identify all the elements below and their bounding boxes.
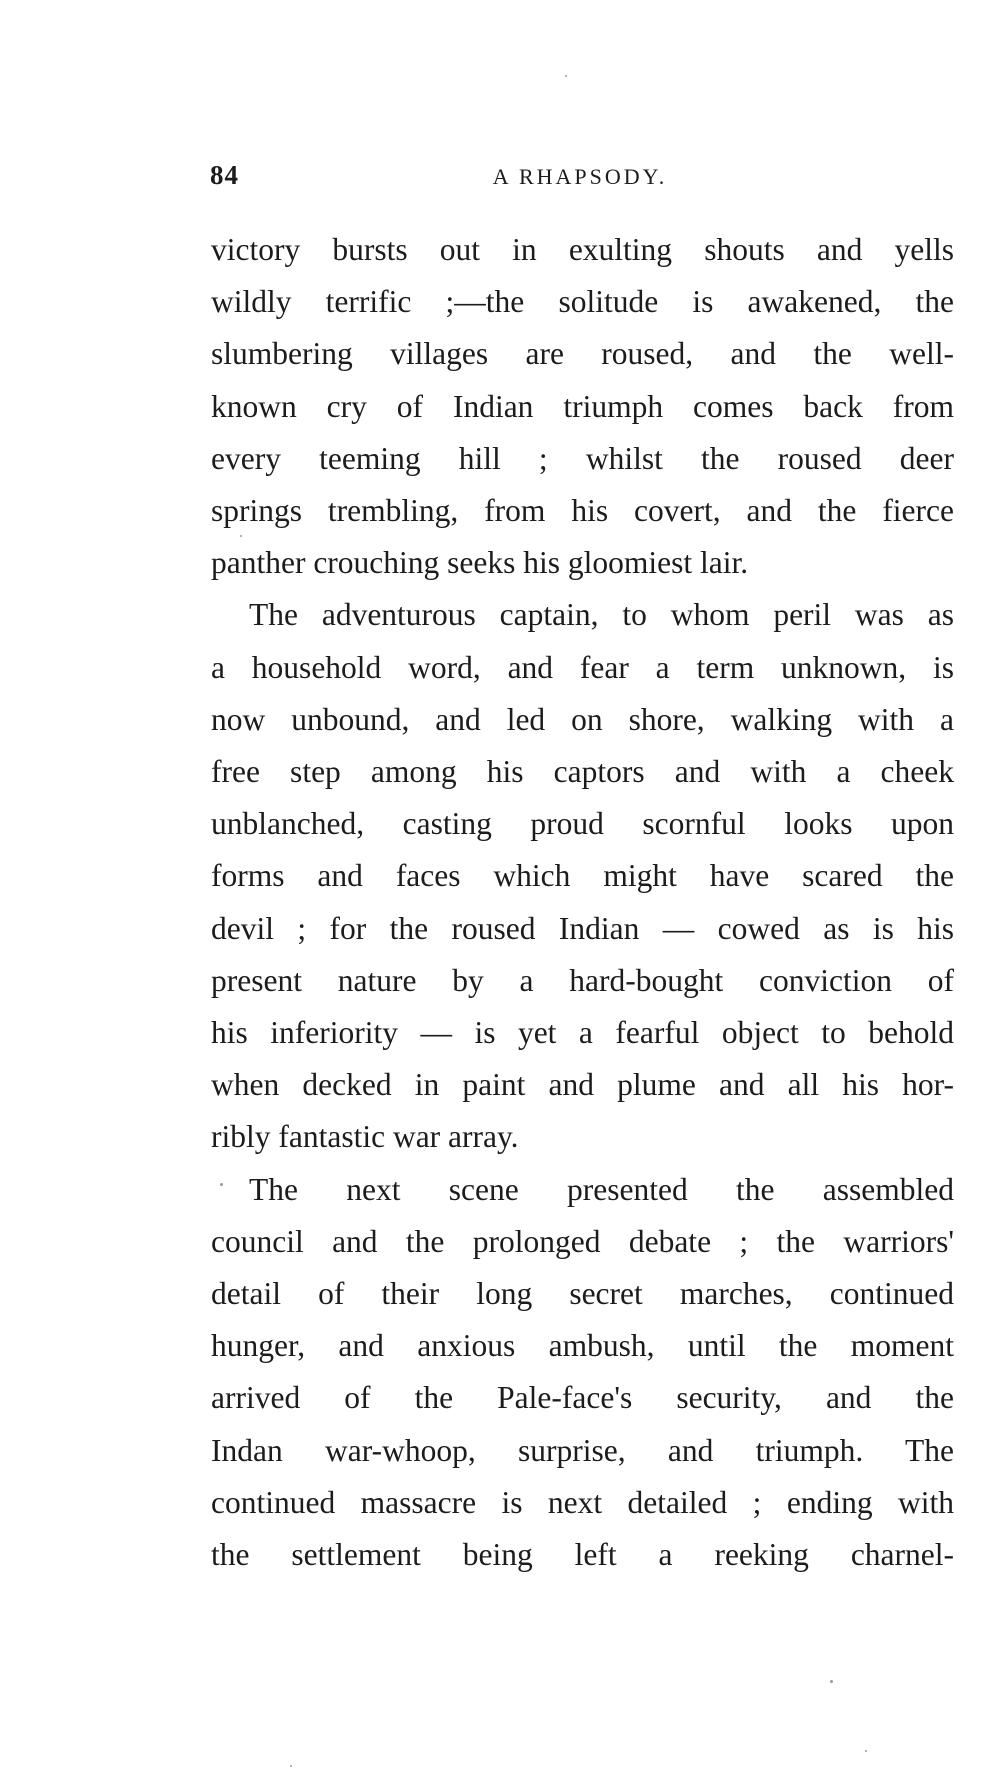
text-line: continued massacre is next detailed ; ending with bbox=[211, 1484, 954, 1520]
text-line: arrived of the Pale-face's security, and the bbox=[211, 1380, 954, 1416]
paragraph-2 bbox=[211, 589, 954, 1163]
running-title: A RHAPSODY. bbox=[492, 164, 668, 189]
text-line: slumbering villages are roused, and the well- bbox=[211, 336, 954, 372]
text-line: ribly fantastic war array. bbox=[211, 1119, 519, 1155]
text-line: hunger, and anxious ambush, until the moment bbox=[211, 1328, 954, 1364]
text-line: every teeming hill ; whilst the roused deer bbox=[211, 440, 954, 476]
text-line: wildly terrific ;—the solitude is awakened, the bbox=[211, 284, 954, 320]
text-line: known cry of Indian triumph comes back from bbox=[211, 388, 954, 424]
text-line: free step among his captors and with a cheek bbox=[211, 754, 954, 790]
paragraph-3 bbox=[211, 1164, 954, 1582]
paragraph-1 bbox=[211, 224, 954, 589]
text-line: now unbound, and led on shore, walking with a bbox=[211, 701, 954, 737]
text-line: the settlement being left a reeking charnel- bbox=[211, 1537, 954, 1573]
page-number: 84 bbox=[210, 160, 239, 190]
paper-speck bbox=[220, 1183, 223, 1186]
paper-speck bbox=[830, 1680, 833, 1683]
paper-speck bbox=[290, 1765, 292, 1767]
paper-speck bbox=[565, 75, 567, 77]
text-line: present nature by a hard-bought conviction of bbox=[211, 962, 954, 998]
text-line: his inferiority — is yet a fearful object to behold bbox=[211, 1015, 954, 1051]
text-line: forms and faces which might have scared the bbox=[211, 858, 954, 894]
text-line: devil ; for the roused Indian — cowed as is his bbox=[211, 910, 954, 946]
text-line: unblanched, casting proud scornful looks upon bbox=[211, 806, 954, 842]
text-line: panther crouching seeks his gloomiest lair. bbox=[211, 545, 749, 581]
paper-speck bbox=[240, 535, 242, 537]
text-line: when decked in paint and plume and all his hor- bbox=[211, 1067, 954, 1103]
text-line: council and the prolonged debate ; the warriors' bbox=[211, 1223, 954, 1259]
page-header bbox=[210, 160, 950, 200]
paper-speck bbox=[865, 1750, 867, 1752]
text-line: The next scene presented the assembled bbox=[249, 1171, 954, 1207]
text-line: a household word, and fear a term unknown, is bbox=[211, 649, 954, 685]
text-line: victory bursts out in exulting shouts and yells bbox=[211, 232, 954, 267]
body-text bbox=[211, 224, 954, 1581]
text-line: The adventurous captain, to whom peril was as bbox=[249, 597, 954, 633]
text-line: detail of their long secret marches, continued bbox=[211, 1276, 954, 1312]
text-line: springs trembling, from his covert, and the fierce bbox=[211, 493, 954, 529]
text-line: Indan war-whoop, surprise, and triumph. The bbox=[211, 1432, 954, 1468]
